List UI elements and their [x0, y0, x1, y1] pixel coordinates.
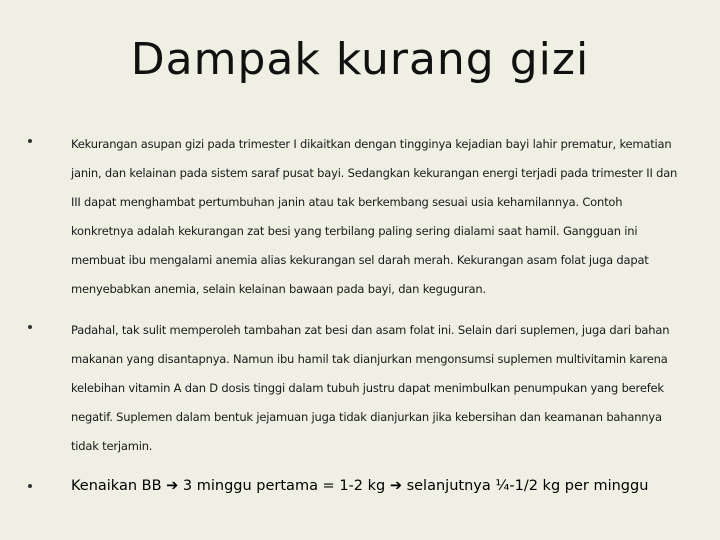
bullet-dot-icon: [28, 325, 32, 329]
slide-title: Dampak kurang gizi: [130, 34, 590, 85]
bullet-text: Padahal, tak sulit memperoleh tambahan zat besi dan asam folat ini. Selain dari suplemen, juga dari bahan makanan yang disantapnya. Namun ibu hamil tak dianjurkan mengonsumsi suplemen multivitamin karena kelebihan vitamin A dan D dosis tinggi dalam tubuh justru dapat menimbulkan penumpukan yang berefek negatif. Suplemen dalam bentuk jejamuan juga tidak dianjurkan jika kebersihan dan keamanan bahannya tidak terjamin.: [71, 323, 670, 453]
bullet-item: [28, 130, 688, 304]
bullet-dot-icon: [28, 484, 32, 488]
bullet-item: [28, 475, 688, 497]
bullet-item: [28, 316, 688, 461]
bullet-text-weight-gain: Kenaikan BB ➔ 3 minggu pertama = 1-2 kg ➔ selanjutnya ¼-1/2 kg per minggu: [71, 478, 649, 494]
bullet-list: [28, 130, 688, 497]
bullet-text: Kekurangan asupan gizi pada trimester I dikaitkan dengan tingginya kejadian bayi lahir prematur, kematian janin, dan kelainan pada sistem saraf pusat bayi. Sedangkan kekurangan energi terjadi pada trimester II dan III dapat menghambat pertumbuhan janin atau tak berkembang sesuai usia kehamilannya. Contoh konkretnya adalah kekurangan zat besi yang terbilang paling sering dialami saat hamil. Gangguan ini membuat ibu mengalami anemia alias kekurangan sel darah merah. Kekurangan asam folat juga dapat menyebabkan anemia, selain kelainan bawaan pada bayi, dan keguguran.: [71, 137, 678, 296]
bullet-dot-icon: [28, 139, 32, 143]
